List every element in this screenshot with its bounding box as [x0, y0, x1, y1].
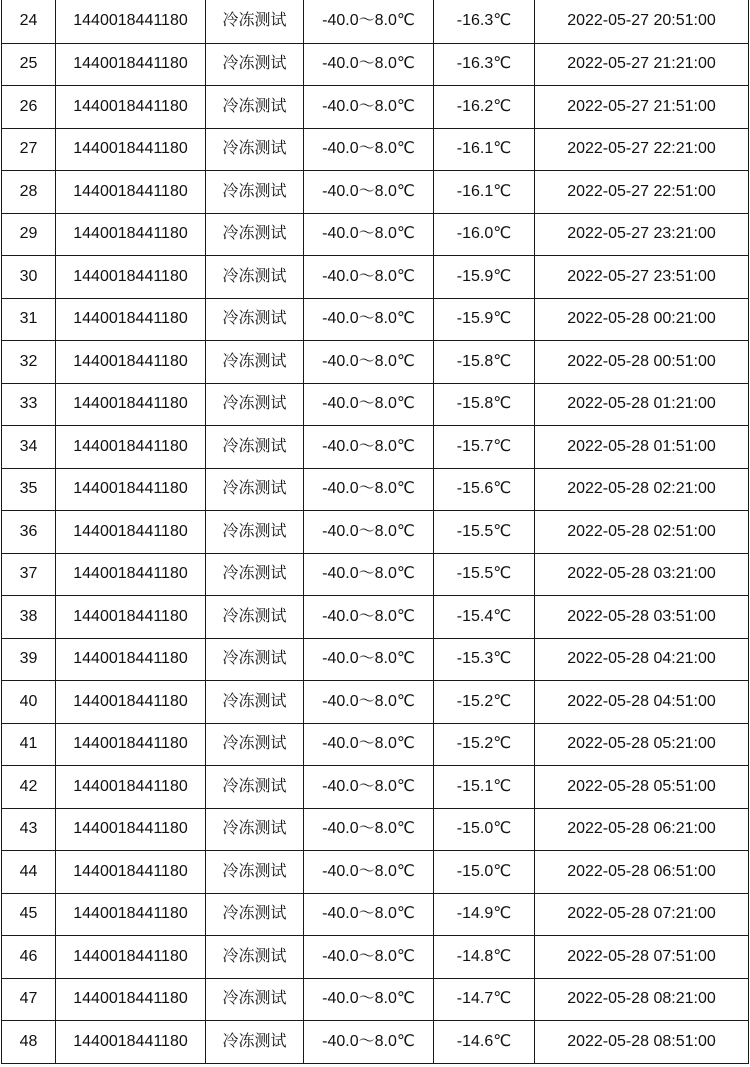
- temperature-cell: -16.1℃: [434, 128, 535, 171]
- device-id-cell: 1440018441180: [56, 383, 206, 426]
- table-row: [2, 766, 749, 809]
- range-cell: -40.0～8.0℃: [304, 128, 434, 171]
- timestamp-cell: 2022-05-28 07:21:00: [535, 893, 749, 936]
- table-row: [2, 893, 749, 936]
- range-cell: -40.0～8.0℃: [304, 256, 434, 299]
- device-id-cell: 1440018441180: [56, 298, 206, 341]
- row-index-cell: 37: [2, 553, 56, 596]
- device-id-cell: 1440018441180: [56, 936, 206, 979]
- timestamp-cell: 2022-05-28 05:51:00: [535, 766, 749, 809]
- row-index-cell: 32: [2, 341, 56, 384]
- row-index-cell: 33: [2, 383, 56, 426]
- range-cell: -40.0～8.0℃: [304, 638, 434, 681]
- temperature-cell: -15.9℃: [434, 298, 535, 341]
- test-name-cell: 冷冻测试: [206, 511, 304, 554]
- timestamp-cell: 2022-05-28 01:21:00: [535, 383, 749, 426]
- temperature-cell: -15.6℃: [434, 468, 535, 511]
- row-index-cell: 24: [2, 0, 56, 43]
- test-name-cell: 冷冻测试: [206, 936, 304, 979]
- table-row: [2, 936, 749, 979]
- range-cell: -40.0～8.0℃: [304, 851, 434, 894]
- test-name-cell: 冷冻测试: [206, 426, 304, 469]
- device-id-cell: 1440018441180: [56, 128, 206, 171]
- table-row: [2, 978, 749, 1021]
- timestamp-cell: 2022-05-28 07:51:00: [535, 936, 749, 979]
- row-index-cell: 35: [2, 468, 56, 511]
- range-cell: -40.0～8.0℃: [304, 766, 434, 809]
- device-id-cell: 1440018441180: [56, 86, 206, 129]
- test-name-cell: 冷冻测试: [206, 171, 304, 214]
- table-row: [2, 723, 749, 766]
- range-cell: -40.0～8.0℃: [304, 383, 434, 426]
- range-cell: -40.0～8.0℃: [304, 596, 434, 639]
- device-id-cell: 1440018441180: [56, 171, 206, 214]
- table-row: [2, 383, 749, 426]
- range-cell: -40.0～8.0℃: [304, 0, 434, 43]
- device-id-cell: 1440018441180: [56, 596, 206, 639]
- test-name-cell: 冷冻测试: [206, 893, 304, 936]
- table-row: [2, 341, 749, 384]
- test-name-cell: 冷冻测试: [206, 978, 304, 1021]
- row-index-cell: 43: [2, 808, 56, 851]
- test-name-cell: 冷冻测试: [206, 596, 304, 639]
- temperature-cell: -15.5℃: [434, 511, 535, 554]
- table-row: [2, 86, 749, 129]
- timestamp-cell: 2022-05-28 08:51:00: [535, 1021, 749, 1064]
- temperature-cell: -16.2℃: [434, 86, 535, 129]
- range-cell: -40.0～8.0℃: [304, 1021, 434, 1064]
- row-index-cell: 29: [2, 213, 56, 256]
- row-index-cell: 25: [2, 43, 56, 86]
- range-cell: -40.0～8.0℃: [304, 341, 434, 384]
- device-id-cell: 1440018441180: [56, 553, 206, 596]
- row-index-cell: 44: [2, 851, 56, 894]
- temperature-cell: -15.2℃: [434, 681, 535, 724]
- table-row: [2, 0, 749, 43]
- device-id-cell: 1440018441180: [56, 638, 206, 681]
- device-id-cell: 1440018441180: [56, 1021, 206, 1064]
- device-id-cell: 1440018441180: [56, 256, 206, 299]
- temperature-cell: -16.1℃: [434, 171, 535, 214]
- test-name-cell: 冷冻测试: [206, 341, 304, 384]
- row-index-cell: 36: [2, 511, 56, 554]
- table-row: [2, 553, 749, 596]
- table-row: [2, 638, 749, 681]
- table-row: [2, 468, 749, 511]
- range-cell: -40.0～8.0℃: [304, 723, 434, 766]
- row-index-cell: 31: [2, 298, 56, 341]
- row-index-cell: 28: [2, 171, 56, 214]
- row-index-cell: 48: [2, 1021, 56, 1064]
- temperature-cell: -14.8℃: [434, 936, 535, 979]
- temperature-cell: -16.0℃: [434, 213, 535, 256]
- temperature-cell: -14.7℃: [434, 978, 535, 1021]
- range-cell: -40.0～8.0℃: [304, 171, 434, 214]
- timestamp-cell: 2022-05-28 00:51:00: [535, 341, 749, 384]
- table-row: [2, 171, 749, 214]
- timestamp-cell: 2022-05-28 02:21:00: [535, 468, 749, 511]
- device-id-cell: 1440018441180: [56, 511, 206, 554]
- range-cell: -40.0～8.0℃: [304, 426, 434, 469]
- test-name-cell: 冷冻测试: [206, 43, 304, 86]
- row-index-cell: 34: [2, 426, 56, 469]
- row-index-cell: 45: [2, 893, 56, 936]
- timestamp-cell: 2022-05-27 23:51:00: [535, 256, 749, 299]
- test-name-cell: 冷冻测试: [206, 213, 304, 256]
- range-cell: -40.0～8.0℃: [304, 511, 434, 554]
- table-row: [2, 1021, 749, 1064]
- table-row: [2, 298, 749, 341]
- temperature-cell: -15.0℃: [434, 851, 535, 894]
- table-row: [2, 43, 749, 86]
- temperature-cell: -16.3℃: [434, 0, 535, 43]
- device-id-cell: 1440018441180: [56, 341, 206, 384]
- timestamp-cell: 2022-05-27 22:51:00: [535, 171, 749, 214]
- table-row: [2, 426, 749, 469]
- temperature-cell: -15.1℃: [434, 766, 535, 809]
- timestamp-cell: 2022-05-28 00:21:00: [535, 298, 749, 341]
- table-body: [2, 0, 749, 1063]
- table-row: [2, 511, 749, 554]
- test-name-cell: 冷冻测试: [206, 0, 304, 43]
- temperature-cell: -15.2℃: [434, 723, 535, 766]
- range-cell: -40.0～8.0℃: [304, 808, 434, 851]
- test-name-cell: 冷冻测试: [206, 256, 304, 299]
- timestamp-cell: 2022-05-27 23:21:00: [535, 213, 749, 256]
- device-id-cell: 1440018441180: [56, 893, 206, 936]
- row-index-cell: 46: [2, 936, 56, 979]
- row-index-cell: 47: [2, 978, 56, 1021]
- test-name-cell: 冷冻测试: [206, 383, 304, 426]
- test-name-cell: 冷冻测试: [206, 851, 304, 894]
- timestamp-cell: 2022-05-28 03:21:00: [535, 553, 749, 596]
- test-name-cell: 冷冻测试: [206, 723, 304, 766]
- row-index-cell: 39: [2, 638, 56, 681]
- table-row: [2, 808, 749, 851]
- device-id-cell: 1440018441180: [56, 808, 206, 851]
- range-cell: -40.0～8.0℃: [304, 213, 434, 256]
- timestamp-cell: 2022-05-27 20:51:00: [535, 0, 749, 43]
- timestamp-cell: 2022-05-28 04:21:00: [535, 638, 749, 681]
- temperature-cell: -15.4℃: [434, 596, 535, 639]
- test-name-cell: 冷冻测试: [206, 553, 304, 596]
- test-name-cell: 冷冻测试: [206, 86, 304, 129]
- table-row: [2, 851, 749, 894]
- table-row: [2, 596, 749, 639]
- row-index-cell: 38: [2, 596, 56, 639]
- range-cell: -40.0～8.0℃: [304, 978, 434, 1021]
- temperature-cell: -16.3℃: [434, 43, 535, 86]
- range-cell: -40.0～8.0℃: [304, 936, 434, 979]
- device-id-cell: 1440018441180: [56, 43, 206, 86]
- device-id-cell: 1440018441180: [56, 723, 206, 766]
- test-name-cell: 冷冻测试: [206, 128, 304, 171]
- test-name-cell: 冷冻测试: [206, 298, 304, 341]
- table-row: [2, 681, 749, 724]
- device-id-cell: 1440018441180: [56, 426, 206, 469]
- test-name-cell: 冷冻测试: [206, 766, 304, 809]
- timestamp-cell: 2022-05-27 21:21:00: [535, 43, 749, 86]
- device-id-cell: 1440018441180: [56, 0, 206, 43]
- timestamp-cell: 2022-05-28 06:21:00: [535, 808, 749, 851]
- range-cell: -40.0～8.0℃: [304, 43, 434, 86]
- row-index-cell: 41: [2, 723, 56, 766]
- temperature-log-table: [1, 0, 749, 1064]
- temperature-cell: -15.5℃: [434, 553, 535, 596]
- timestamp-cell: 2022-05-27 21:51:00: [535, 86, 749, 129]
- timestamp-cell: 2022-05-28 04:51:00: [535, 681, 749, 724]
- device-id-cell: 1440018441180: [56, 468, 206, 511]
- timestamp-cell: 2022-05-28 06:51:00: [535, 851, 749, 894]
- timestamp-cell: 2022-05-28 01:51:00: [535, 426, 749, 469]
- timestamp-cell: 2022-05-27 22:21:00: [535, 128, 749, 171]
- table-row: [2, 256, 749, 299]
- temperature-cell: -15.3℃: [434, 638, 535, 681]
- test-name-cell: 冷冻测试: [206, 468, 304, 511]
- temperature-cell: -14.9℃: [434, 893, 535, 936]
- temperature-cell: -15.9℃: [434, 256, 535, 299]
- range-cell: -40.0～8.0℃: [304, 468, 434, 511]
- range-cell: -40.0～8.0℃: [304, 893, 434, 936]
- range-cell: -40.0～8.0℃: [304, 298, 434, 341]
- device-id-cell: 1440018441180: [56, 978, 206, 1021]
- temperature-cell: -15.7℃: [434, 426, 535, 469]
- row-index-cell: 26: [2, 86, 56, 129]
- device-id-cell: 1440018441180: [56, 766, 206, 809]
- row-index-cell: 30: [2, 256, 56, 299]
- device-id-cell: 1440018441180: [56, 213, 206, 256]
- timestamp-cell: 2022-05-28 05:21:00: [535, 723, 749, 766]
- range-cell: -40.0～8.0℃: [304, 681, 434, 724]
- temperature-cell: -15.8℃: [434, 341, 535, 384]
- temperature-cell: -15.8℃: [434, 383, 535, 426]
- device-id-cell: 1440018441180: [56, 851, 206, 894]
- timestamp-cell: 2022-05-28 08:21:00: [535, 978, 749, 1021]
- row-index-cell: 42: [2, 766, 56, 809]
- device-id-cell: 1440018441180: [56, 681, 206, 724]
- test-name-cell: 冷冻测试: [206, 808, 304, 851]
- test-name-cell: 冷冻测试: [206, 638, 304, 681]
- test-name-cell: 冷冻测试: [206, 1021, 304, 1064]
- temperature-cell: -15.0℃: [434, 808, 535, 851]
- test-name-cell: 冷冻测试: [206, 681, 304, 724]
- range-cell: -40.0～8.0℃: [304, 86, 434, 129]
- timestamp-cell: 2022-05-28 03:51:00: [535, 596, 749, 639]
- row-index-cell: 27: [2, 128, 56, 171]
- timestamp-cell: 2022-05-28 02:51:00: [535, 511, 749, 554]
- temperature-cell: -14.6℃: [434, 1021, 535, 1064]
- table-row: [2, 128, 749, 171]
- row-index-cell: 40: [2, 681, 56, 724]
- table-row: [2, 213, 749, 256]
- range-cell: -40.0～8.0℃: [304, 553, 434, 596]
